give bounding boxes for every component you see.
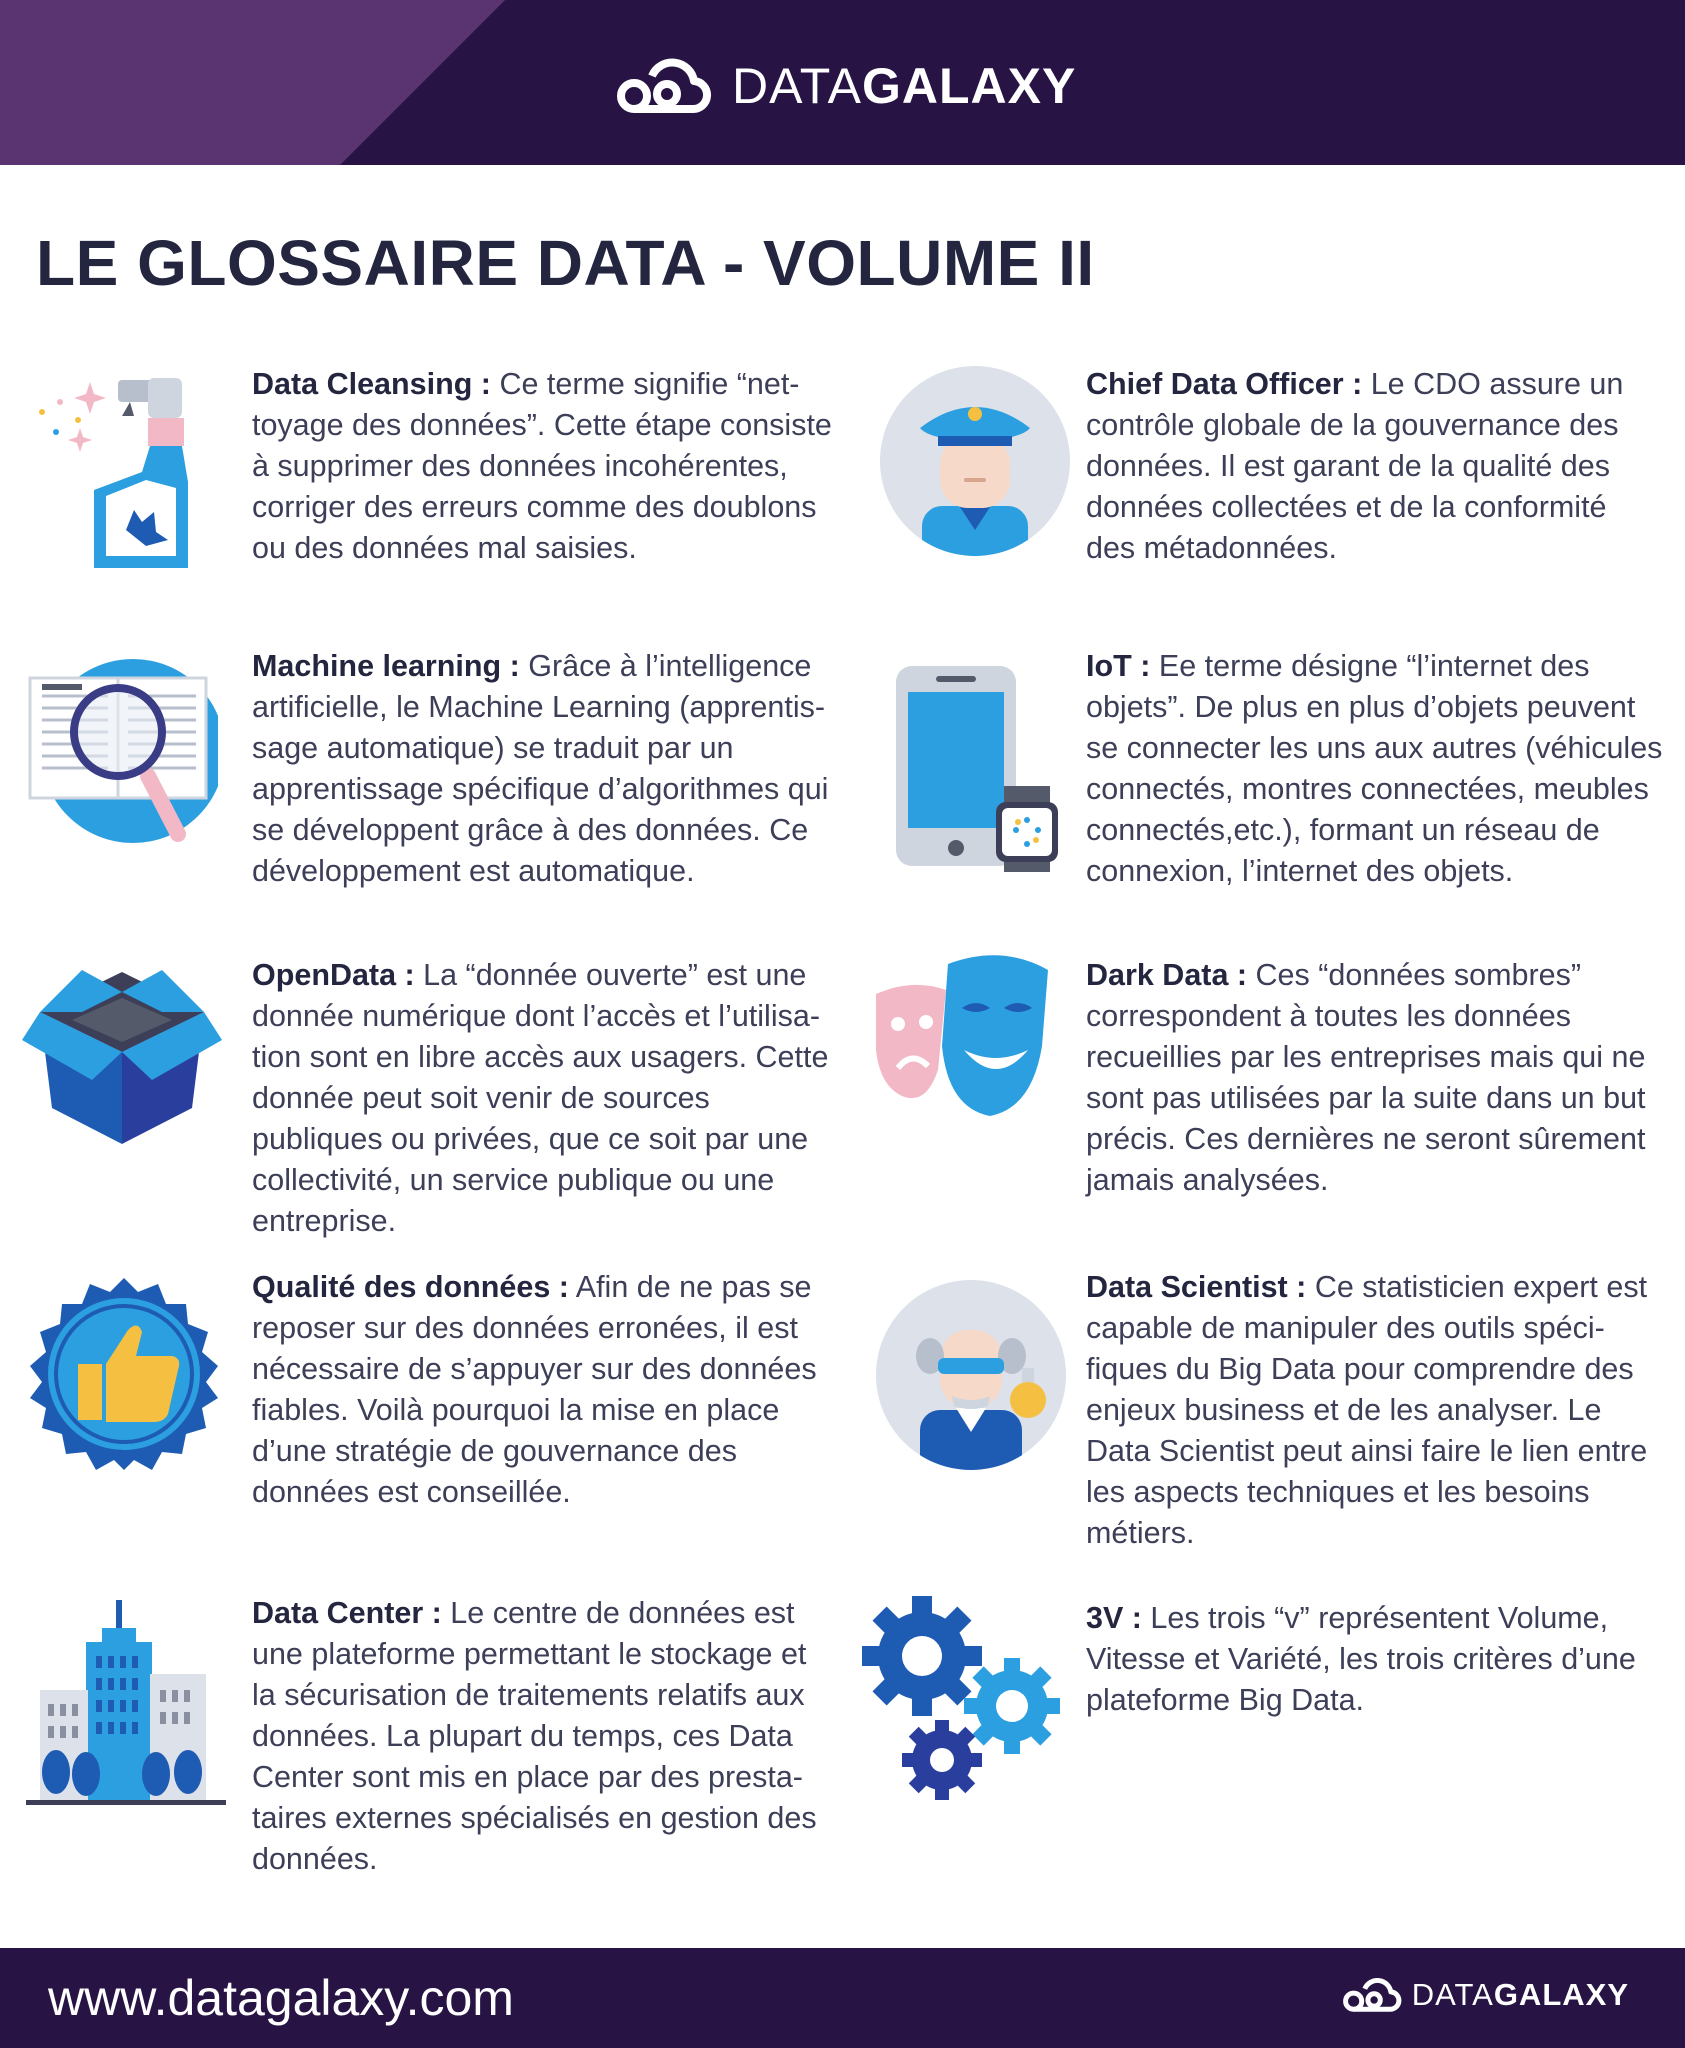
entry-term: 3V :	[1086, 1601, 1142, 1635]
entry-text: Le centre de données est une plateforme permettant le stockage et la sécurisation de traitements relatifs aux données. La plupart du temps, ces Data Center sont mis en place par des presta- taires externes spécialisés en gestion des données.	[252, 1596, 817, 1876]
cloud-logo-icon	[1340, 1976, 1402, 2014]
entry-text: Ce statisticien expert est capable de manipuler des outils spéci- fiques du Big Data pour comprendre des enjeux business et de les analyser. Le Data Scientist peut ainsi faire le lien entre les aspects techniques et les besoins métiers.	[1086, 1270, 1648, 1550]
magnifier-book-icon	[28, 656, 218, 846]
entry-term: Data Center :	[252, 1596, 442, 1630]
open-box-icon	[22, 968, 222, 1148]
entry-iot	[1086, 646, 1676, 892]
entry-term: Dark Data :	[1086, 958, 1248, 992]
entry-term: Qualité des données :	[252, 1270, 569, 1304]
entry-3v	[1086, 1598, 1676, 1721]
entry-term: Chief Data Officer :	[1086, 367, 1363, 401]
theater-masks-icon	[872, 950, 1052, 1120]
entry-term: Data Scientist :	[1086, 1270, 1307, 1304]
entry-text: Afin de ne pas se reposer sur des données erronées, il est nécessaire de s’appuyer sur des données fiables. Voilà pourquoi la mise en place d’une stratégie de gouvernance des données est conseillée.	[252, 1270, 817, 1509]
cloud-logo-icon	[612, 58, 712, 114]
entry-opendata	[252, 955, 842, 1242]
entry-text: Ces “données sombres” correspondent à toutes les données recueillies par les entreprises mais qui ne sont pas utilisées par la suite dans un but précis. Ces dernières ne seront sûrement jamais analysées.	[1086, 958, 1646, 1197]
thumbs-up-badge-icon	[26, 1276, 222, 1472]
header-brand-name: DATAGALAXY	[732, 58, 1077, 114]
scientist-icon	[876, 1280, 1066, 1470]
entry-term: OpenData :	[252, 958, 415, 992]
officer-icon	[880, 366, 1070, 556]
entry-text: Le CDO assure un contrôle globale de la gouvernance des données. Il est garant de la qualité des données collectées et de la conformité des métadonnées.	[1086, 367, 1624, 565]
entry-text: Les trois “v” représentent Volume, Vitesse et Variété, les trois critères d’une plateforme Big Data.	[1086, 1601, 1636, 1717]
entry-data-cleansing	[252, 364, 842, 569]
footer-bar	[0, 1948, 1685, 2048]
entry-dark-data	[1086, 955, 1676, 1201]
footer-brand[interactable]	[1340, 1976, 1629, 2014]
entry-data-scientist	[1086, 1267, 1676, 1554]
entry-text: La “donnée ouverte” est une donnée numérique dont l’accès et l’utilisa- tion sont en libre accès aux usagers. Cette donnée peut soit venir de sources publiques ou privées, que ce soit par une collectivité, un service publique ou une entreprise.	[252, 958, 829, 1238]
entry-term: IoT :	[1086, 649, 1151, 683]
footer-website-link[interactable]: www.datagalaxy.com	[48, 1970, 514, 2026]
gears-icon	[862, 1596, 1062, 1806]
entry-qualite-des-donnees	[252, 1267, 842, 1513]
entry-term: Machine learning :	[252, 649, 520, 683]
footer-brand-name: DATAGALAXY	[1411, 1977, 1629, 2012]
header-bar	[0, 0, 1685, 165]
entry-machine-learning	[252, 646, 842, 892]
entry-term: Data Cleansing :	[252, 367, 491, 401]
entry-text: Ce terme signifie “net- toyage des données”. Cette étape consiste à supprimer des données incohérentes, corriger des erreurs comme des doublons ou des données mal saisies.	[252, 367, 832, 565]
entry-data-center	[252, 1593, 842, 1880]
entry-chief-data-officer	[1086, 364, 1676, 569]
entry-text: Ee terme désigne “l’internet des objets”. De plus en plus d’objets peuvent se connecter les uns aux autres (véhicules connectés, montres connectées, meubles connectés,etc.), formant un réseau de connexion, l’internet des objets.	[1086, 649, 1663, 888]
phone-watch-icon	[892, 662, 1062, 872]
page-title: LE GLOSSAIRE DATA - VOLUME II	[36, 227, 1095, 299]
buildings-icon	[26, 1600, 226, 1806]
spray-bottle-icon	[30, 372, 200, 572]
header-brand[interactable]	[612, 58, 1076, 114]
entry-text: Grâce à l’intelligence artificielle, le Machine Learning (apprentis- sage automatique) se traduit par un apprentissage spécifique d’algorithmes qui se développent grâce à des données. Ce développement est automatique.	[252, 649, 829, 888]
